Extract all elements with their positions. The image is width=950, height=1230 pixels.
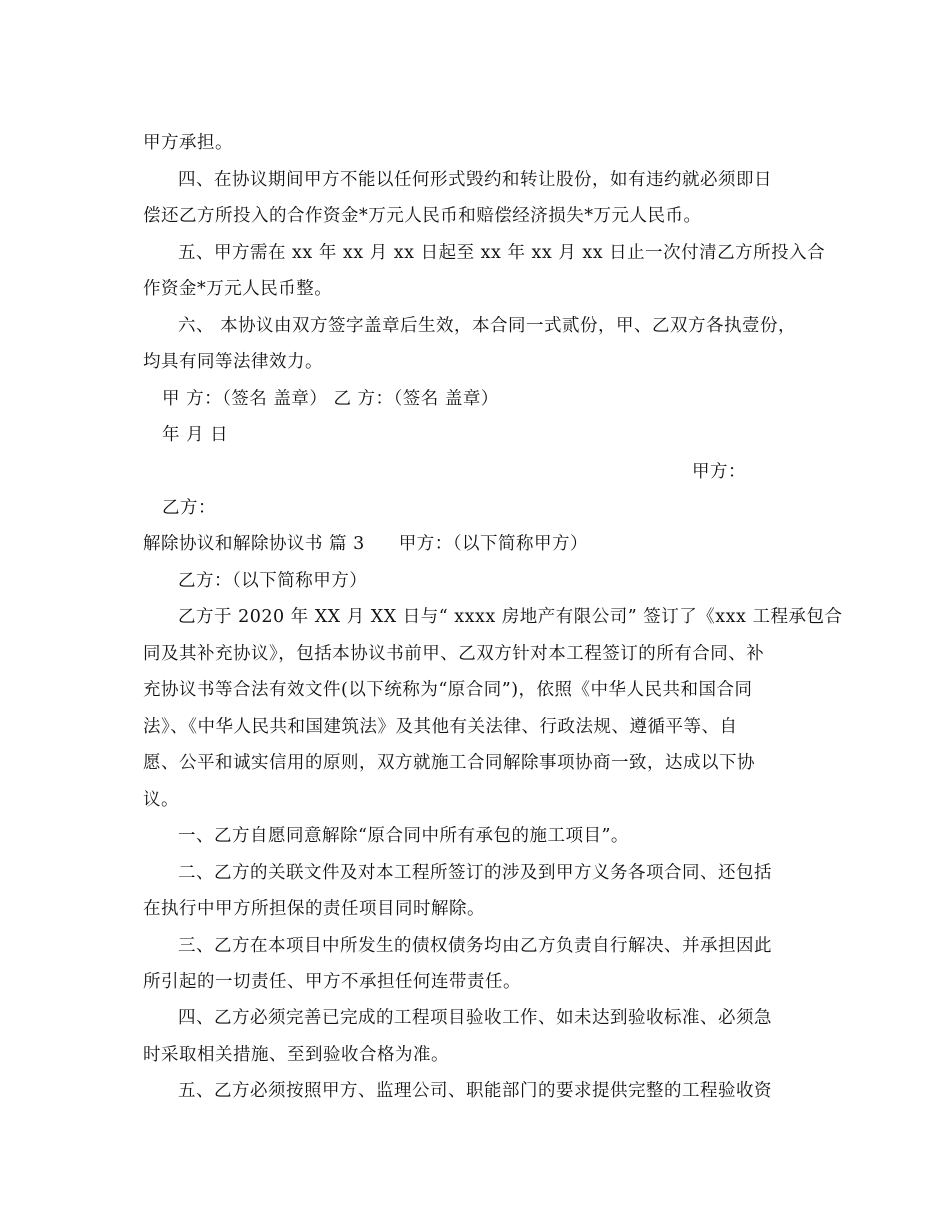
section-heading-line <box>143 532 588 556</box>
paragraph-line: 乙方于 2020 年 XX 月 XX 日与“ xxxx 房地产有限公司” 签订了《xxx 工程承包合 <box>178 607 843 627</box>
paragraph-line: 在执行中甲方所担保的责任项目同时解除。 <box>143 899 485 919</box>
date-line: 年 月 日 <box>162 425 229 445</box>
paragraph-line: 四、乙方必须完善已完成的工程项目验收工作、如未达到验收标准、必须急 <box>178 1008 772 1028</box>
paragraph-line: 均具有同等法律效力。 <box>143 352 323 372</box>
paragraph-line: 四、在协议期间甲方不能以任何形式毁约和转让股份，如有违约就必须即日 <box>178 170 772 190</box>
signature-line: 甲 方：（签名 盖章） 乙 方：（签名 盖章） <box>162 389 499 409</box>
party-a-intro: 甲方：（以下简称甲方） <box>398 534 589 554</box>
paragraph-line: 一、乙方自愿同意解除“原合同中所有承包的施工项目”。 <box>178 826 629 846</box>
section-heading: 解除协议和解除协议书 篇 3 <box>143 534 365 554</box>
paragraph-line: 作资金*万元人民币整。 <box>143 279 333 299</box>
paragraph-line: 充协议书等合法有效文件(以下统称为“原合同”)，依照《中华人民共和国合同 <box>143 680 753 700</box>
paragraph-line: 同及其补充协议》，包括本协议书前甲、乙双方针对本工程签订的所有合同、补 <box>143 644 765 664</box>
paragraph-line: 法》、《中华人民共和国建筑法》及其他有关法律、行政法规、遵循平等、自 <box>143 717 738 737</box>
paragraph-line: 五、甲方需在 xx 年 xx 月 xx 日起至 xx 年 xx 月 xx 日止一次付清乙方所投入合 <box>178 243 826 263</box>
paragraph-line: 时采取相关措施、至到验收合格为准。 <box>143 1045 449 1065</box>
paragraph-line: 偿还乙方所投入的合作资金*万元人民币和赔偿经济损失*万元人民币。 <box>143 206 702 226</box>
party-b-intro: 乙方：（以下简称甲方） <box>178 571 368 591</box>
paragraph-line: 三、乙方在本项目中所发生的债权债务均由乙方负责自行解决、并承担因此 <box>178 936 772 956</box>
paragraph-line: 议。 <box>143 790 179 810</box>
paragraph-line: 所引起的一切责任、甲方不承担任何连带责任。 <box>143 972 521 992</box>
paragraph-line: 二、乙方的关联文件及对本工程所签订的涉及到甲方义务各项合同、还包括 <box>178 863 772 883</box>
party-b-label: 乙方： <box>162 498 216 518</box>
paragraph-line: 甲方承担。 <box>143 133 233 153</box>
paragraph-line: 五、乙方必须按照甲方、监理公司、职能部门的要求提供完整的工程验收资 <box>178 1081 772 1101</box>
paragraph-line: 愿、公平和诚实信用的原则，双方就施工合同解除事项协商一致，达成以下协 <box>143 753 755 773</box>
paragraph-line: 六、 本协议由双方签字盖章后生效，本合同一式贰份，甲、乙双方各执壹份， <box>178 316 797 336</box>
party-a-label: 甲方： <box>692 462 746 482</box>
